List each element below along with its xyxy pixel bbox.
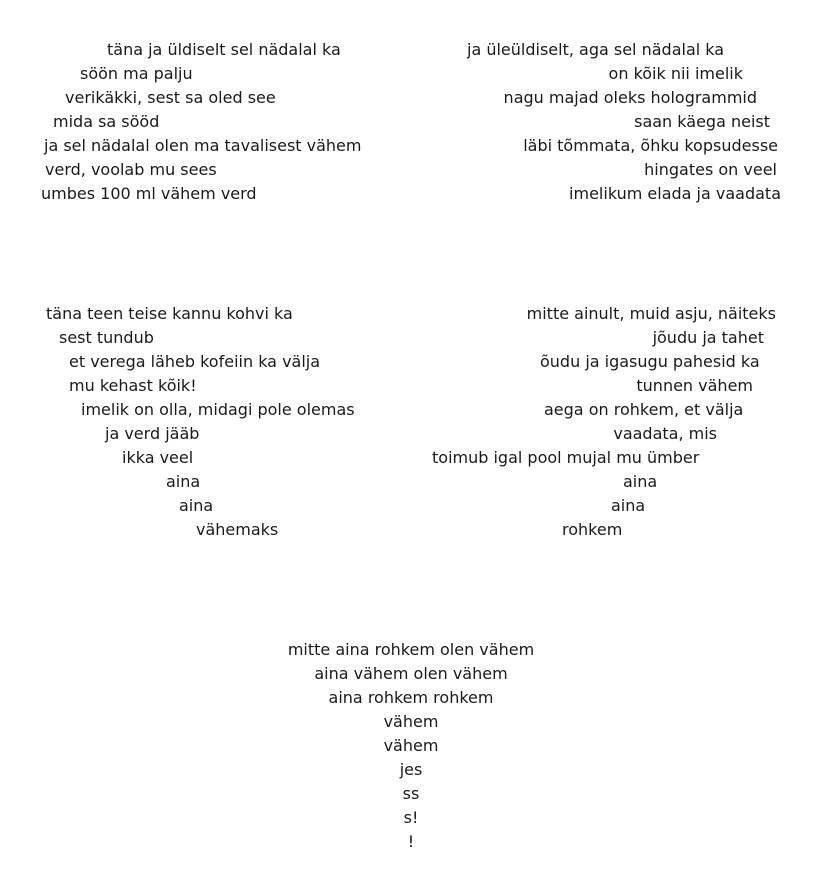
poem-line: aina rohkem rohkem <box>328 688 494 707</box>
poem-line: sest tundub <box>59 328 154 347</box>
poem-line: ikka veel <box>122 448 194 467</box>
poem-line: et verega läheb kofeiin ka välja <box>69 352 321 371</box>
poem-line: mida sa sööd <box>53 112 160 131</box>
poem-line: mu kehast kõik! <box>69 376 197 395</box>
poem-line: vähem <box>383 736 439 755</box>
poem-line: jes <box>399 760 423 779</box>
poem-line: aina <box>166 472 201 491</box>
poem-line: rohkem <box>562 520 623 539</box>
poem-line: ja üleüldiselt, aga sel nädalal ka <box>467 40 725 59</box>
poem-line: ja verd jääb <box>105 424 200 443</box>
poem-line: aega on rohkem, et välja <box>544 400 744 419</box>
poem-line: vähemaks <box>196 520 279 539</box>
poem-line: s! <box>403 808 419 827</box>
poem-line: tunnen vähem <box>636 376 753 395</box>
poem-line: verikäkki, sest sa oled see <box>65 88 276 107</box>
poem-line: mitte ainult, muid asju, näiteks <box>526 304 776 323</box>
poem-line: jõudu ja tahet <box>652 328 764 347</box>
poem-line: aina vähem olen vähem <box>314 664 508 683</box>
poem-line: aina <box>611 496 646 515</box>
poem-line: mitte aina rohkem olen vähem <box>287 640 535 659</box>
poem-line: õudu ja igasugu pahesid ka <box>540 352 760 371</box>
poem-line: vaadata, mis <box>613 424 717 443</box>
poem-line: söön ma palju <box>80 64 193 83</box>
poem-line: ss <box>402 784 420 803</box>
poem-line: ! <box>407 832 415 851</box>
poem-line: aina <box>623 472 658 491</box>
poem-line: verd, voolab mu sees <box>45 160 217 179</box>
poem-line: nagu majad oleks hologrammid <box>503 88 757 107</box>
poem-line: aina <box>179 496 214 515</box>
poem-line: imelikum elada ja vaadata <box>569 184 781 203</box>
poem-line: on kõik nii imelik <box>608 64 743 83</box>
poem-line: ja sel nädalal olen ma tavalisest vähem <box>44 136 362 155</box>
poem-line: saan käega neist <box>634 112 770 131</box>
poem-line: täna ja üldiselt sel nädalal ka <box>107 40 341 59</box>
poem-line: vähem <box>383 712 439 731</box>
poem-line: umbes 100 ml vähem verd <box>41 184 257 203</box>
poem-line: toimub igal pool mujal mu ümber <box>432 448 700 467</box>
poem-line: imelik on olla, midagi pole olemas <box>81 400 355 419</box>
poem-line: hingates on veel <box>644 160 777 179</box>
poem-line: täna teen teise kannu kohvi ka <box>46 304 293 323</box>
poem-line: läbi tõmmata, õhku kopsudesse <box>523 136 778 155</box>
